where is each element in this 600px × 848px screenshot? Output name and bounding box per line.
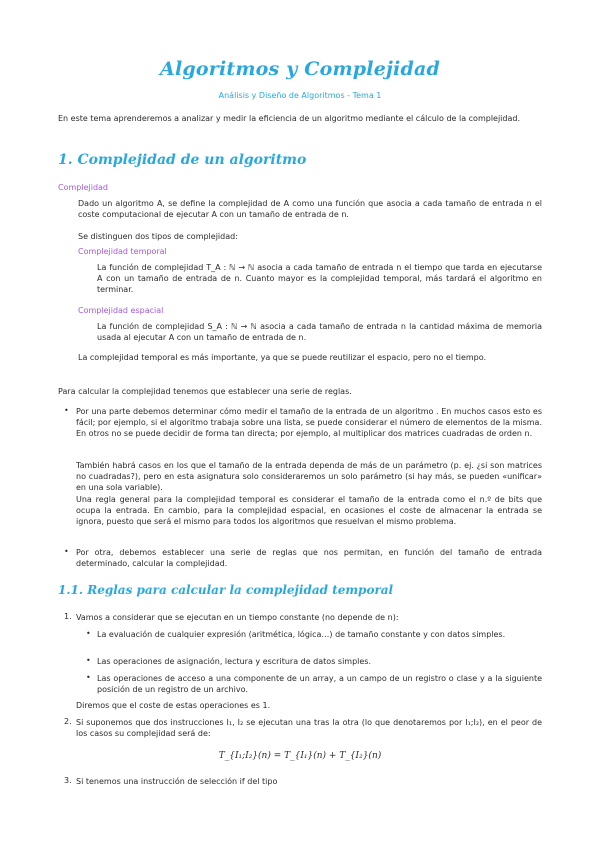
rule-1-text: Vamos a considerar que se ejecutan en un tiempo constante (no depende de n): (76, 613, 399, 622)
rule-3-text: Si tenemos una instrucción de selección if del tipo (76, 777, 278, 786)
document-subtitle: Análisis y Diseño de Algoritmos - Tema 1 (218, 91, 382, 100)
bullet-rules: Por otra, debemos establecer una serie de reglas que nos permitan, en función del tamaño de entrada determinado, calcular la complejidad. (76, 548, 542, 569)
bullet-multiple-params: También habrá casos en los que el tamaño de la entrada dependa de más de un parámetro (p. ej. ¿si son matrices no cuadradas?), pero en esta asignatura solo consideraremos un solo parámetro (si hay más, se pueden «unificar» en una sola variable). (76, 461, 542, 493)
complexity-definition-label: Complejidad (58, 183, 108, 192)
bullet-marker: • (86, 673, 91, 682)
list-number-1: 1. (64, 612, 72, 621)
list-number-3: 3. (64, 776, 72, 785)
list-number-2: 2. (64, 717, 72, 726)
rule-2-text: Si suponemos que dos instrucciones I₁, I₂ se ejecutan una tras la otra (lo que denotaremos por I₁;I₂), en el peor de los casos su complejidad será de: (76, 718, 542, 739)
bullet-marker: • (64, 406, 69, 415)
section-1-heading: 1. Complejidad de un algoritmo (58, 152, 307, 168)
rule-1-expression: La evaluación de cualquier expresión (aritmética, lógica…) de tamaño constante y con datos simples. (97, 630, 506, 639)
section-1-1-heading: 1.1. Reglas para calcular la complejidad temporal (58, 583, 394, 597)
rules-intro: Para calcular la complejidad tenemos que establecer una serie de reglas. (58, 387, 352, 396)
temporal-complexity-text: La función de complejidad T_A : ℕ → ℕ asocia a cada tamaño de entrada n el tiempo que tarda en ejecutarse A con un tamaño de entrada de n. Cuanto mayor es la complejidad temporal, más tardará el algoritmo en terminar. (97, 263, 542, 295)
document-title: Algoritmos y Complejidad (160, 58, 440, 80)
temporal-complexity-label: Complejidad temporal (78, 247, 167, 256)
sequence-cost-formula: T_{I₁;I₂}(n) = T_{I₁}(n) + T_{I₂}(n) (218, 751, 382, 761)
complexity-types-intro: Se distinguen dos tipos de complejidad: (78, 232, 238, 241)
bullet-input-size: Por una parte debemos determinar cómo medir el tamaño de la entrada de un algoritmo . En muchos casos esto es fácil; por ejemplo, si el algoritmo trabaja sobre una lista, se puede considerar el número de elementos de la misma. En otros no se puede decidir de forma tan directa; por ejemplo, al multiplicar dos matrices cuadradas de orden n. (76, 407, 542, 439)
spatial-complexity-text: La función de complejidad S_A : ℕ → ℕ asocia a cada tamaño de entrada n la cantidad máxima de memoria usada al ejecutar A con un tamaño de entrada de n. (97, 322, 542, 343)
spatial-complexity-label: Complejidad espacial (78, 306, 164, 315)
bullet-marker: • (86, 656, 91, 665)
intro-paragraph: En este tema aprenderemos a analizar y medir la eficiencia de un algoritmo mediante el cálculo de la complejidad. (58, 114, 521, 123)
temporal-importance-note: La complejidad temporal es más importante, ya que se puede reutilizar el espacio, pero no el tiempo. (78, 353, 487, 362)
rule-1-array-access: Las operaciones de acceso a una componente de un array, a un campo de un registro o clase y a la siguiente posición de un registro de un archivo. (97, 674, 542, 695)
rule-1-assignment: Las operaciones de asignación, lectura y escritura de datos simples. (97, 657, 372, 666)
complexity-definition-text: Dado un algoritmo A, se define la complejidad de A como una función que asocia a cada tamaño de entrada n el coste computacional de ejecutar A con un tamaño de entrada de n. (78, 199, 542, 220)
bullet-marker: • (64, 547, 69, 556)
bullet-general-rule: Una regla general para la complejidad temporal es considerar el tamaño de la entrada como el n.º de bits que ocupa la entrada. En cambio, para la complejidad espacial, en ocasiones el coste de almacenar la entrada se ignora, puesto que será el mismo para todos los algoritmos que resuelvan el mismo problema. (76, 495, 542, 527)
bullet-marker: • (86, 629, 91, 638)
rule-1-conclusion: Diremos que el coste de estas operaciones es 1. (76, 701, 271, 710)
